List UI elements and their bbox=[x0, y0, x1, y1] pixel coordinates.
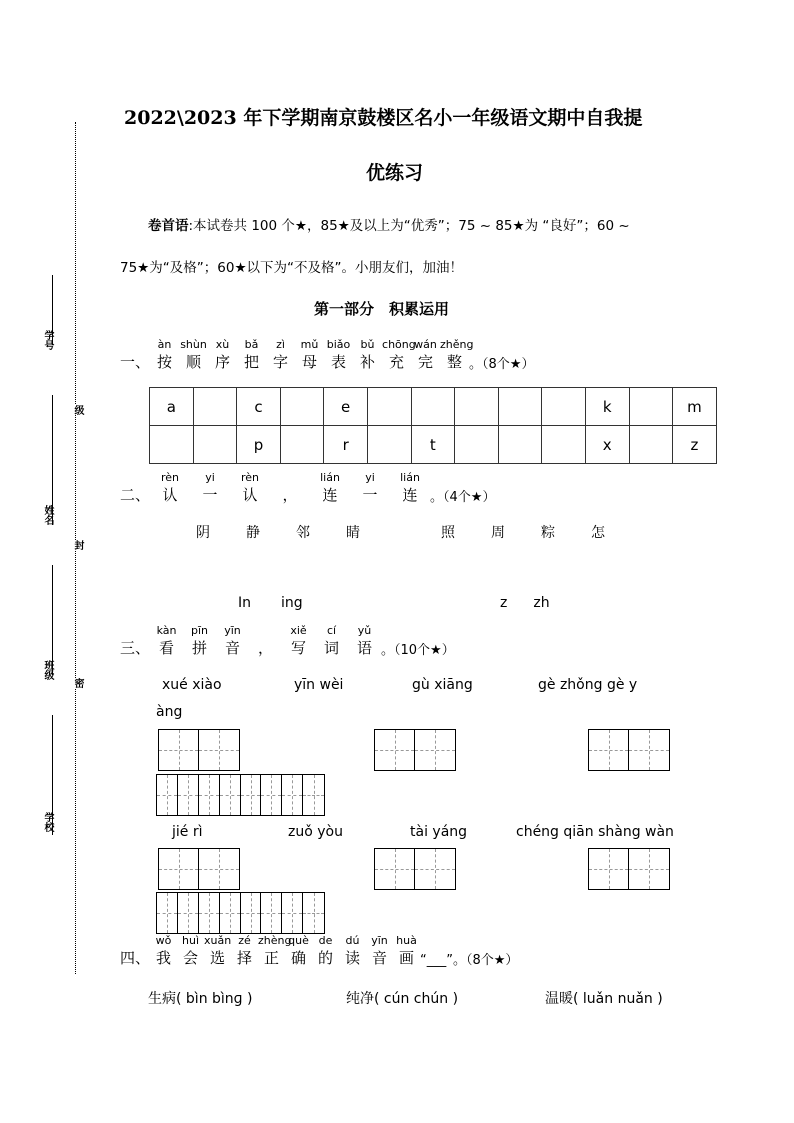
q2-char bbox=[230, 471, 270, 505]
q4-pinyin: dú bbox=[345, 934, 360, 947]
alphabet-cell[interactable] bbox=[498, 426, 542, 464]
answer-grid[interactable] bbox=[158, 729, 240, 771]
q1-hanzi: 顺 bbox=[186, 353, 202, 371]
q1-pinyin: shùn bbox=[180, 338, 207, 351]
q3-pinyin-7: tài yáng bbox=[410, 824, 468, 840]
q1-char bbox=[382, 338, 416, 372]
q1-pinyin: chōng bbox=[382, 338, 416, 351]
q1-heading bbox=[120, 338, 534, 372]
q1-char bbox=[150, 338, 179, 372]
q2-char bbox=[310, 471, 350, 505]
q1-char bbox=[440, 338, 474, 372]
q4-char bbox=[258, 934, 292, 968]
q3-pinyin: yīn bbox=[224, 624, 241, 637]
alphabet-cell: c bbox=[237, 388, 281, 426]
q3-prefix: 三、 bbox=[120, 639, 151, 657]
q3-pinyin-3: gù xiāng bbox=[412, 677, 473, 693]
alphabet-cell[interactable] bbox=[280, 388, 324, 426]
alphabet-cell: a bbox=[150, 388, 194, 426]
q3-pinyin-6: zuǒ yòu bbox=[288, 824, 343, 840]
intro-text1: :本试卷共 100 个★，85★及以上为“优秀”；75 ~ 85★为 “良好”；60 ~ bbox=[188, 218, 630, 234]
q1-prefix: 一、 bbox=[120, 353, 151, 371]
intro-line1 bbox=[148, 214, 630, 234]
alphabet-cell: e bbox=[324, 388, 368, 426]
alphabet-cell[interactable] bbox=[629, 426, 673, 464]
q3-pinyin: pīn bbox=[191, 624, 209, 637]
q2-sound[interactable]: ing bbox=[281, 595, 303, 611]
q2-heading bbox=[120, 471, 495, 505]
seal-char-1: 级 bbox=[72, 405, 83, 415]
q4-hanzi: 我 bbox=[156, 949, 172, 967]
alphabet-cell[interactable] bbox=[193, 426, 237, 464]
q2-hanzi: 认 bbox=[162, 486, 178, 504]
school-label: 学校 bbox=[42, 812, 53, 832]
answer-grid[interactable] bbox=[158, 848, 240, 890]
alphabet-cell[interactable] bbox=[542, 388, 586, 426]
q1-char bbox=[237, 338, 266, 372]
q4-item-2: 纯净( cún chún ) bbox=[346, 991, 459, 1007]
q2-sound[interactable]: z bbox=[500, 595, 508, 611]
alphabet-table bbox=[149, 387, 717, 464]
q4-pinyin: de bbox=[318, 934, 333, 947]
q2-character[interactable]: 怎 bbox=[591, 525, 605, 541]
seal-char-2: 封 bbox=[72, 540, 83, 550]
q3-hanzi: ， bbox=[258, 639, 274, 657]
q1-pinyin: àn bbox=[157, 338, 172, 351]
q4-pinyin: xuǎn bbox=[204, 934, 232, 947]
q4-char bbox=[366, 934, 393, 968]
q3-pinyin: xiě bbox=[290, 624, 307, 637]
q2-pinyin: lián bbox=[400, 471, 420, 484]
alphabet-cell[interactable] bbox=[193, 388, 237, 426]
q2-pinyin bbox=[270, 471, 310, 484]
q4-hanzi: 确 bbox=[291, 949, 307, 967]
q3-pinyin: cí bbox=[326, 624, 337, 637]
alphabet-cell[interactable] bbox=[455, 388, 499, 426]
q3-char bbox=[216, 624, 249, 658]
q1-pinyin: xù bbox=[215, 338, 230, 351]
q2-character[interactable]: 睛 bbox=[346, 525, 360, 541]
q2-hanzi: ， bbox=[282, 486, 298, 504]
q3-pinyin-2: yīn wèi bbox=[294, 677, 344, 693]
q4-hanzi: 会 bbox=[183, 949, 199, 967]
alphabet-cell: k bbox=[585, 388, 629, 426]
alphabet-cell: x bbox=[585, 426, 629, 464]
q2-hanzi: 认 bbox=[242, 486, 258, 504]
q1-pinyin: zhěng bbox=[440, 338, 474, 351]
q1-char bbox=[411, 338, 440, 372]
alphabet-cell[interactable] bbox=[280, 426, 324, 464]
q2-hanzi: 一 bbox=[202, 486, 218, 504]
q4-hanzi: 画 bbox=[399, 949, 415, 967]
page-title-line2: 优练习 bbox=[366, 162, 424, 184]
q2-character[interactable]: 静 bbox=[246, 525, 260, 541]
q1-pinyin: bǔ bbox=[360, 338, 375, 351]
intro-label: 卷首语 bbox=[148, 218, 189, 234]
q1-pinyin: bǎ bbox=[244, 338, 259, 351]
q4-hanzi: 音 bbox=[372, 949, 388, 967]
answer-grid[interactable] bbox=[374, 729, 456, 771]
answer-grid-wide[interactable] bbox=[156, 774, 325, 816]
seal-char-3: 密 bbox=[72, 678, 83, 688]
q3-pinyin-8: chéng qiān shàng wàn bbox=[516, 824, 674, 840]
q3-pinyin: kàn bbox=[156, 624, 177, 637]
q2-character[interactable]: 周 bbox=[491, 525, 505, 541]
q4-pinyin: què bbox=[288, 934, 309, 947]
q2-hanzi: 连 bbox=[402, 486, 418, 504]
alphabet-cell[interactable] bbox=[629, 388, 673, 426]
q3-hanzi: 写 bbox=[291, 639, 307, 657]
q1-suffix: 。（8个★） bbox=[469, 357, 535, 372]
q1-pinyin: mǔ bbox=[300, 338, 319, 351]
q1-hanzi: 序 bbox=[215, 353, 231, 371]
alphabet-cell: t bbox=[411, 426, 455, 464]
q4-hanzi: 读 bbox=[345, 949, 361, 967]
q1-char bbox=[353, 338, 382, 372]
q4-pinyin: wǒ bbox=[155, 934, 172, 947]
q1-hanzi: 字 bbox=[273, 353, 289, 371]
q3-suffix: 。（10个★） bbox=[381, 643, 455, 658]
q1-hanzi: 把 bbox=[244, 353, 260, 371]
q2-char bbox=[350, 471, 390, 505]
q4-char bbox=[285, 934, 312, 968]
q3-char bbox=[315, 624, 348, 658]
q2-hanzi: 一 bbox=[362, 486, 378, 504]
alphabet-cell[interactable] bbox=[150, 426, 194, 464]
q2-suffix: 。（4个★） bbox=[430, 490, 496, 505]
alphabet-cell[interactable] bbox=[411, 388, 455, 426]
q1-char bbox=[266, 338, 295, 372]
q3-char bbox=[282, 624, 315, 658]
answer-grid[interactable] bbox=[588, 848, 670, 890]
q2-character[interactable]: 邻 bbox=[296, 525, 310, 541]
class-line bbox=[52, 565, 53, 675]
q1-pinyin: zì bbox=[276, 338, 285, 351]
q2-char bbox=[190, 471, 230, 505]
q1-pinyin: wán bbox=[414, 338, 437, 351]
student-id-label: 学号 bbox=[42, 330, 53, 350]
q2-hanzi: 连 bbox=[322, 486, 338, 504]
q4-prefix: 四、 bbox=[120, 949, 151, 967]
q4-hanzi: 选 bbox=[210, 949, 226, 967]
q2-pinyin: rèn bbox=[241, 471, 260, 484]
q4-pinyin: huà bbox=[396, 934, 417, 947]
q2-pinyin: rèn bbox=[161, 471, 180, 484]
q1-hanzi: 按 bbox=[157, 353, 173, 371]
q2-char bbox=[390, 471, 430, 505]
alphabet-cell: m bbox=[673, 388, 717, 426]
q4-pinyin: yīn bbox=[371, 934, 388, 947]
q3-char bbox=[183, 624, 216, 658]
q3-hanzi: 词 bbox=[324, 639, 340, 657]
q3-pinyin-4-wrap: àng bbox=[156, 704, 183, 720]
q1-hanzi: 充 bbox=[389, 353, 405, 371]
q4-char bbox=[339, 934, 366, 968]
alphabet-cell: p bbox=[237, 426, 281, 464]
class-label: 班级 bbox=[42, 660, 53, 680]
q2-pinyin: yi bbox=[205, 471, 215, 484]
q2-sound[interactable]: zh bbox=[533, 595, 550, 611]
q3-pinyin-5: jié rì bbox=[172, 824, 203, 840]
q1-hanzi: 补 bbox=[360, 353, 376, 371]
q3-char bbox=[348, 624, 381, 658]
q4-suffix: “___”。（8个★） bbox=[420, 953, 519, 968]
alphabet-cell[interactable] bbox=[542, 426, 586, 464]
q4-char bbox=[150, 934, 177, 968]
q1-char bbox=[179, 338, 208, 372]
q4-item-1: 生病( bìn bìnɡ ) bbox=[148, 991, 253, 1007]
q3-hanzi: 语 bbox=[357, 639, 373, 657]
q2-char bbox=[150, 471, 190, 505]
q4-pinyin: zé bbox=[238, 934, 251, 947]
answer-grid[interactable] bbox=[374, 848, 456, 890]
q2-pinyin: lián bbox=[320, 471, 340, 484]
q1-char bbox=[208, 338, 237, 372]
answer-grid-wide[interactable] bbox=[156, 892, 325, 934]
alphabet-cell[interactable] bbox=[367, 426, 411, 464]
part1-title: 第一部分 积累运用 bbox=[314, 300, 450, 318]
answer-grid[interactable] bbox=[588, 729, 670, 771]
q2-pinyin: yi bbox=[365, 471, 375, 484]
q3-hanzi: 看 bbox=[159, 639, 175, 657]
q3-char bbox=[150, 624, 183, 658]
name-label: 姓名 bbox=[42, 505, 53, 525]
page-title-line1: 2022\2023 年下学期南京鼓楼区名小一年级语文期中自我提 bbox=[124, 107, 643, 129]
q2-prefix: 二、 bbox=[120, 486, 151, 504]
q2-char bbox=[270, 471, 310, 505]
q3-hanzi: 音 bbox=[225, 639, 241, 657]
alphabet-cell[interactable] bbox=[367, 388, 411, 426]
intro-line2: 75★为“及格”；60★以下为“不及格”。小朋友们，加油！ bbox=[120, 260, 464, 276]
q3-pinyin: yǔ bbox=[357, 624, 372, 637]
q3-char bbox=[249, 624, 282, 658]
q1-hanzi: 母 bbox=[302, 353, 318, 371]
q4-item-3: 温暖( luǎn nuǎn ) bbox=[545, 991, 663, 1007]
q4-hanzi: 择 bbox=[237, 949, 253, 967]
q1-char bbox=[295, 338, 324, 372]
alphabet-cell: z bbox=[673, 426, 717, 464]
q4-pinyin: zhèng bbox=[258, 934, 292, 947]
alphabet-cell: r bbox=[324, 426, 368, 464]
q1-char bbox=[324, 338, 353, 372]
q2-character[interactable]: 粽 bbox=[541, 525, 555, 541]
q3-heading bbox=[120, 624, 455, 658]
q4-hanzi: 正 bbox=[264, 949, 280, 967]
q3-hanzi: 拼 bbox=[192, 639, 208, 657]
q4-char bbox=[204, 934, 231, 968]
q4-char bbox=[393, 934, 420, 968]
q1-pinyin: biǎo bbox=[326, 338, 351, 351]
q4-heading bbox=[120, 934, 518, 968]
alphabet-cell[interactable] bbox=[498, 388, 542, 426]
q2-sound[interactable]: In bbox=[238, 595, 252, 611]
q1-hanzi: 表 bbox=[331, 353, 347, 371]
q4-hanzi: 的 bbox=[318, 949, 334, 967]
q4-char bbox=[231, 934, 258, 968]
q4-pinyin: huì bbox=[182, 934, 200, 947]
q2-character[interactable]: 照 bbox=[441, 525, 455, 541]
q4-char bbox=[177, 934, 204, 968]
q4-char bbox=[312, 934, 339, 968]
alphabet-cell[interactable] bbox=[455, 426, 499, 464]
q2-character[interactable]: 阴 bbox=[196, 525, 210, 541]
q1-hanzi: 整 bbox=[447, 353, 463, 371]
q1-hanzi: 完 bbox=[418, 353, 434, 371]
q3-pinyin bbox=[249, 624, 282, 637]
q3-pinyin-1: xué xiào bbox=[162, 677, 222, 693]
q3-pinyin-4: gè zhǒng gè y bbox=[538, 677, 638, 693]
